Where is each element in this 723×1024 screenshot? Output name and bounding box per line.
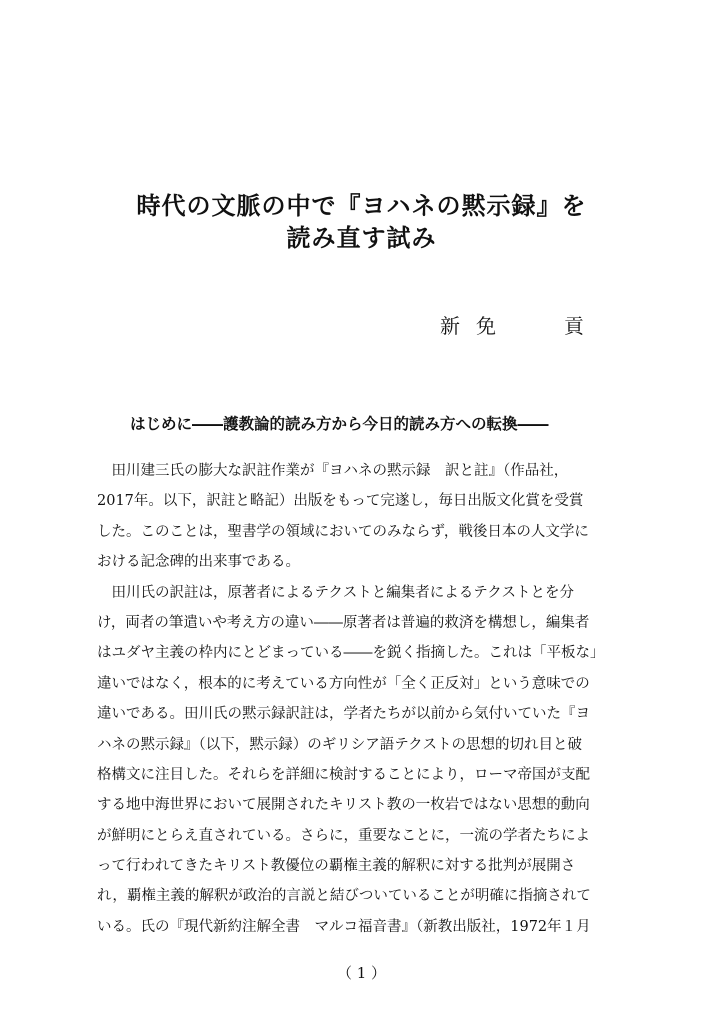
- body-line: おける記念碑的出来事である。: [97, 554, 300, 571]
- body-line: 格構文に注目した。それらを詳細に検討することにより，ローマ帝国が支配: [97, 766, 590, 783]
- body-line: 違いではなく，根本的に考えている方向性が「全く正反対」という意味での: [97, 675, 590, 692]
- author-char-2: 免: [476, 314, 496, 338]
- body-line: 違いである。田川氏の黙示録訳註は，学者たちが以前から気付いていた『ヨ: [97, 706, 590, 723]
- section-heading: はじめに――護教論的読み方から今日的読み方への転換――: [130, 415, 549, 433]
- author-char-1: 新: [440, 314, 460, 338]
- body-line: れ，覇権主義的解釈が政治的言説と結びついていることが明確に指摘されて: [97, 888, 591, 905]
- body-line: いる。氏の『現代新約注解全書 マルコ福音書』（新教出版社，1972年１月: [97, 918, 591, 935]
- body-line: 田川氏の訳註は，原著者によるテクストと編集者によるテクストとを分: [97, 584, 575, 601]
- body-line: 2017年。以下，訳註と略記）出版をもって完遂し，毎日出版文化賞を受賞: [97, 493, 584, 510]
- title-line-1: 時代の文脈の中で『ヨハネの黙示録』を: [136, 192, 587, 220]
- body-line: が鮮明にとらえ直されている。さらに，重要なことに，一流の学者たちによ: [97, 827, 590, 844]
- body-line: はユダヤ主義の枠内にとどまっている――を鋭く指摘した。これは「平板な」: [97, 645, 605, 662]
- body-text: [97, 456, 633, 942]
- body-line: け，両者の筆遣いや考え方の違い――原著者は普遍的救済を構想し，編集者: [97, 614, 590, 631]
- title-line-2: 読み直す試み: [286, 224, 437, 252]
- page-number: （ 1 ）: [336, 964, 387, 982]
- author-name: [440, 312, 630, 340]
- body-line: って行われてきたキリスト教優位の覇権主義的解釈に対する批判が展開さ: [97, 858, 576, 875]
- body-line: 田川建三氏の膨大な訳註作業が『ヨハネの黙示録 訳と註』（作品社，: [97, 463, 569, 479]
- author-char-3: 貢: [564, 314, 584, 338]
- body-line: した。このことは，聖書学の領域においてのみならず，戦後日本の人文学に: [97, 523, 589, 540]
- body-line: する地中海世界において展開されたキリスト教の一枚岩ではない思想的動向: [97, 797, 590, 814]
- body-line: ハネの黙示録』（以下，黙示録）のギリシア語テクストの思想的切れ目と破: [97, 736, 583, 753]
